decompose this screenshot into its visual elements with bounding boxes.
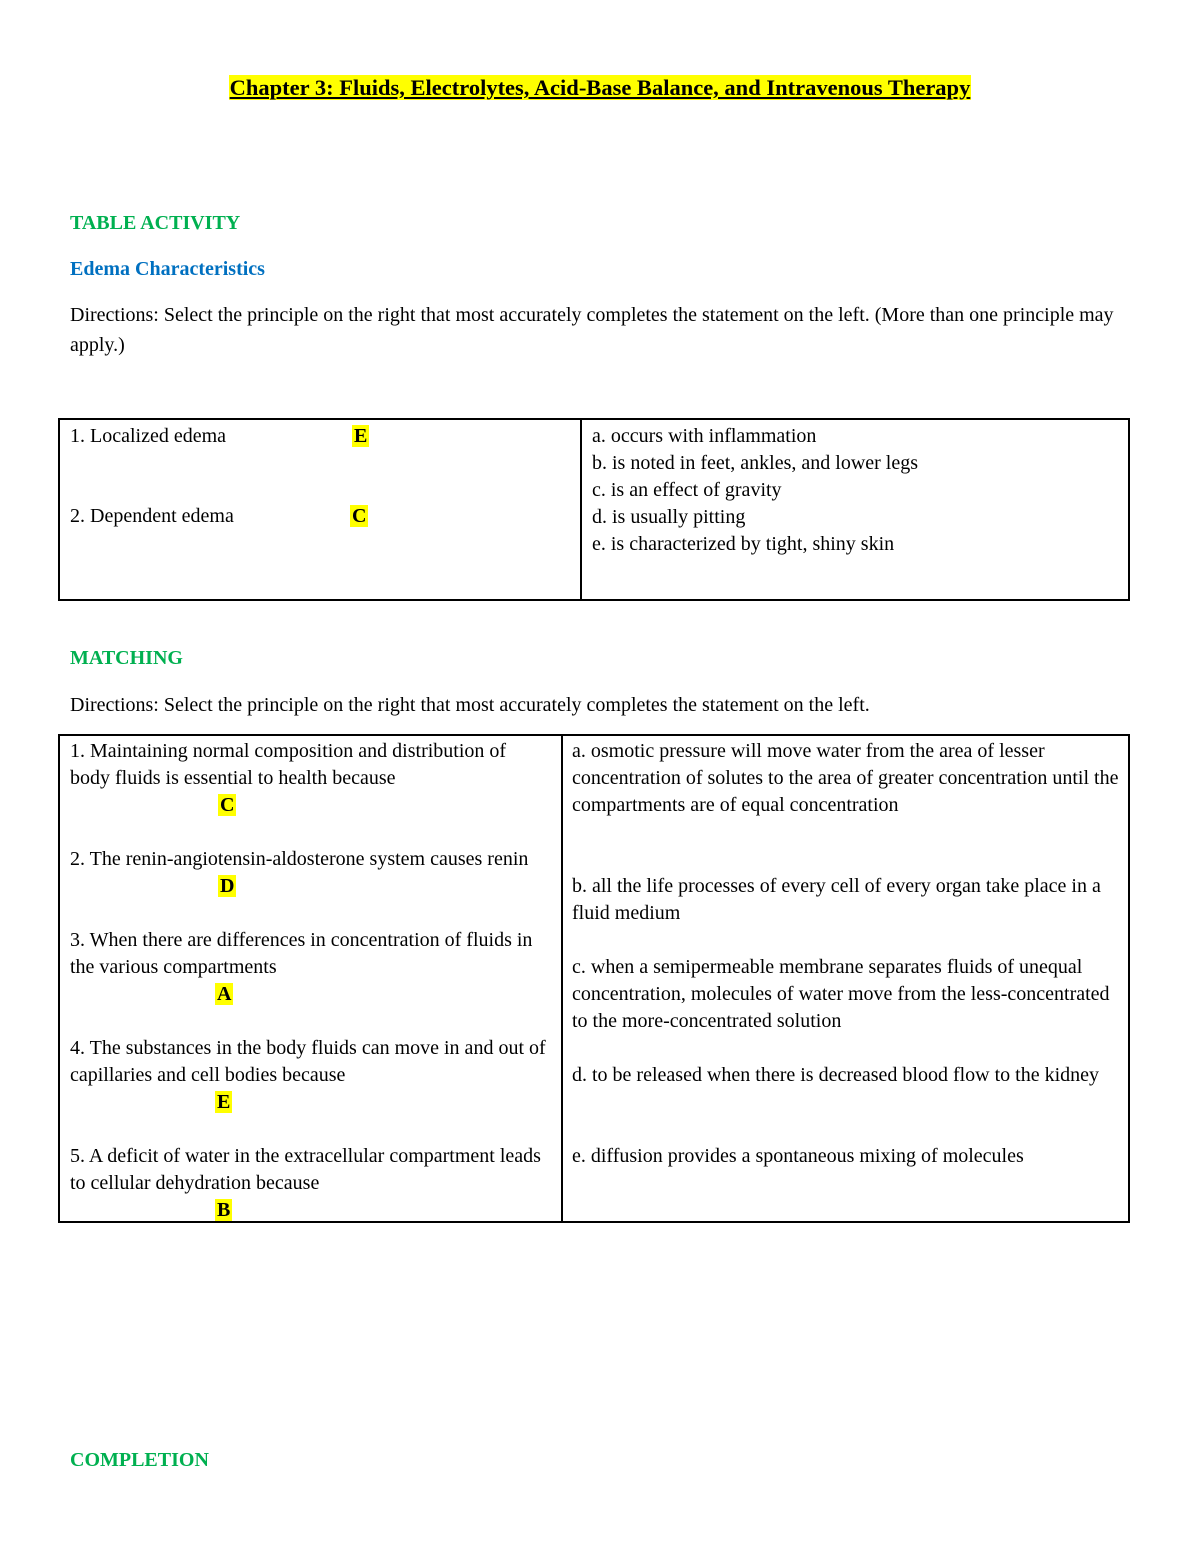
matching-answer: B <box>217 1199 231 1221</box>
matching-item: 4. The substances in the body fluids can move in and out of capillaries and cell bodies because <box>70 1037 546 1086</box>
matching-answer: E <box>217 1091 231 1113</box>
matching-item: 1. Maintaining normal composition and distribution of body fluids is essential to health because <box>70 740 507 789</box>
matching-table <box>58 734 1130 1223</box>
matching-option: e. diffusion provides a spontaneous mixing of molecules <box>572 1145 1024 1167</box>
matching-items-cell <box>70 738 555 1221</box>
matching-answer: A <box>217 983 232 1005</box>
matching-option: b. all the life processes of every cell of every organ take place in a fluid medium <box>572 875 1101 924</box>
table-divider <box>561 736 563 1221</box>
table-divider <box>580 420 582 599</box>
edema-option: c. is an effect of gravity <box>592 479 782 501</box>
matching-heading: MATCHING <box>70 647 183 669</box>
matching-option: d. to be released when there is decreased blood flow to the kidney <box>572 1064 1100 1086</box>
edema-characteristics-subheading: Edema Characteristics <box>70 258 265 280</box>
edema-option: a. occurs with inflammation <box>592 425 817 447</box>
edema-item: 1. Localized edema <box>70 425 227 447</box>
matching-directions: Directions: Select the principle on the right that most accurately completes the statement on the left. <box>70 694 870 716</box>
edema-answer: E <box>354 425 368 447</box>
edema-option: d. is usually pitting <box>592 506 746 528</box>
table-activity-directions: Directions: Select the principle on the right that most accurately completes the statement on the left. (More than one principle may apply.) <box>70 304 1114 356</box>
edema-item: 2. Dependent edema <box>70 505 234 527</box>
edema-option: b. is noted in feet, ankles, and lower legs <box>592 452 919 474</box>
matching-item: 5. A deficit of water in the extracellular compartment leads to cellular dehydration because <box>70 1145 541 1194</box>
matching-answer: C <box>220 794 235 816</box>
table-activity-heading: TABLE ACTIVITY <box>70 212 241 234</box>
chapter-title: Chapter 3: Fluids, Electrolytes, Acid-Base Balance, and Intravenous Therapy <box>229 75 971 100</box>
edema-answer: C <box>352 505 367 527</box>
matching-item: 3. When there are differences in concentration of fluids in the various compartments <box>70 929 533 978</box>
matching-option: c. when a semipermeable membrane separates fluids of unequal concentration, molecules of water move from the less-concentrated to the more-concentrated solution <box>572 956 1110 1032</box>
edema-table <box>58 418 1130 601</box>
matching-item: 2. The renin-angiotensin-aldosterone system causes renin <box>70 848 529 870</box>
edema-option: e. is characterized by tight, shiny skin <box>592 533 895 555</box>
completion-heading: COMPLETION <box>70 1449 209 1471</box>
matching-answer: D <box>220 875 235 897</box>
matching-options-cell <box>572 738 1124 1218</box>
matching-option: a. osmotic pressure will move water from the area of lesser concentration of solutes to the area of greater concentration until the compartments are of equal concentration <box>572 740 1119 816</box>
